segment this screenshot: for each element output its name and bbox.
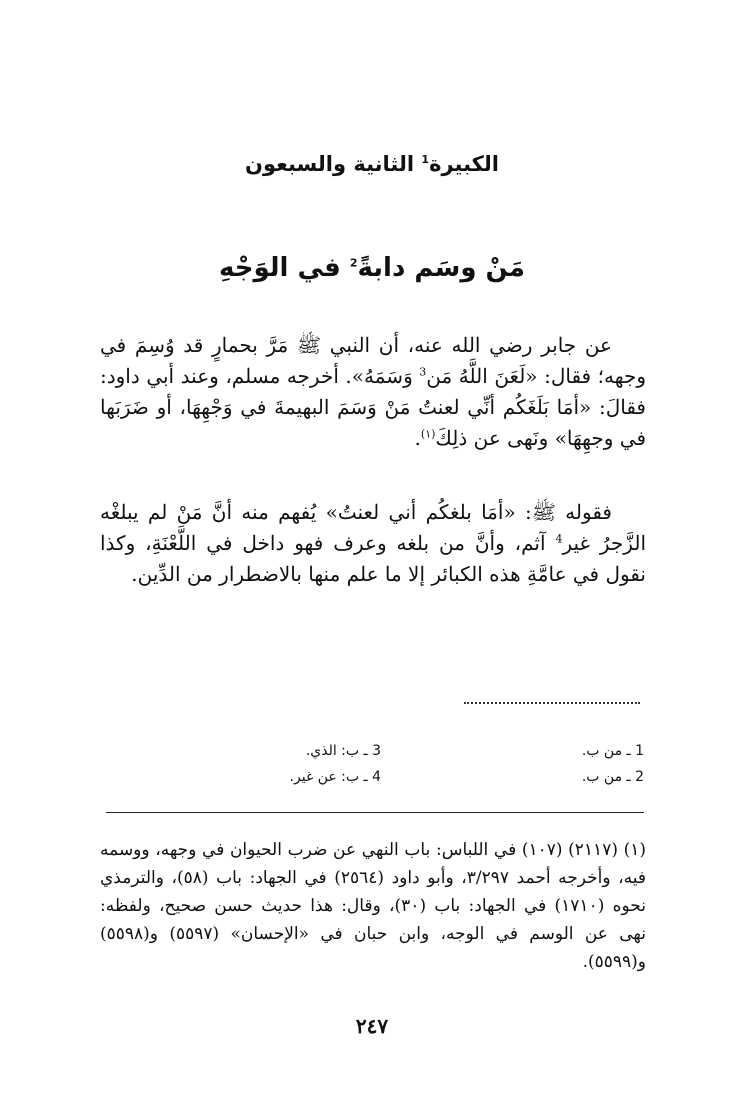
section-title xyxy=(0,248,744,288)
footnote-separator xyxy=(106,812,644,813)
paragraph-commentary-text-1: فقوله ﷺ: «أمَا بلغكُم أني لعنتُ» يُفهم منه أنَّ مَنْ لم يبلغْه الزَّجرُ غير xyxy=(100,500,646,555)
variant-note-3: 3 ـ ب: الذي. xyxy=(305,743,381,759)
variant-note-1: 1 ـ من ب. xyxy=(581,743,644,759)
section-title-part1: مَنْ وسَم دابةً xyxy=(357,253,526,283)
paragraph-hadith-text-2: وَسَمَهُ». أخرجه مسلم، وعند أبي داود: فقالَ: «أمَا بَلَغَكُم أنِّي لعنتُ مَنْ وَسَمَ البهيمةَ في وَجْهِهَا، أو ضَرَبَها في وجهِهَا» ونَهى عن ذلِكَ xyxy=(100,364,646,450)
variant-note-4: 4 ـ ب: عن غير. xyxy=(289,769,381,785)
page-number: ٢٤٧ xyxy=(355,1014,389,1038)
footnote-text: (١) (٢١١٧) (١٠٧) في اللباس: باب النهي عن ضرب الحيوان في وجهه، ووسمه فيه، وأخرجه أحمد ٣/٢٩٧، وأبو داود (٢٥٦٤) في الجهاد: باب (٥٨)، والترمذي نحوه (١٧١٠) في الجهاد: باب (٣٠)، وقال: هذا حديث حسن صحيح، ولفظه: نهى عن الوسم في الوجه، وابن حبان في «الإحسان» (٥٥٩٧) و(٥٥٩٨) و(٥٥٩٩). xyxy=(100,840,647,972)
section-title-part2: في الوَجْهِ xyxy=(218,253,350,283)
variant-note-2: 2 ـ من ب. xyxy=(581,769,644,785)
variant-ref-3: 3 xyxy=(419,365,427,379)
variant-ref-1: 1 xyxy=(421,153,430,166)
paragraph-hadith-end: . xyxy=(414,426,421,450)
paragraph-commentary xyxy=(100,497,646,590)
chapter-title-rest: الثانية والسبعون xyxy=(245,152,422,176)
paragraph-hadith-text-1: عن جابر رضي الله عنه، أن النبي ﷺ مَرَّ بحمارٍ قد وُسِمَ في وجهه؛ فقال: «لَعَنَ اللَّهُ مَن xyxy=(100,333,646,388)
chapter-title-text: الكبيرة xyxy=(429,152,499,176)
variant-ref-4: 4 xyxy=(555,532,563,546)
dotted-separator xyxy=(464,702,640,704)
paragraph-hadith xyxy=(100,330,646,454)
variant-ref-2: 2 xyxy=(349,256,358,270)
paragraph-commentary-text-2: آثم، وأنَّ من بلغه وعرف فهو داخل في اللَّعْنَةِ، وكذا نقول في عامَّةِ هذه الكبائر إلا ما علم منها بالاضطرار من الدِّين. xyxy=(100,531,646,586)
footnote-marker: (١) xyxy=(420,427,436,441)
chapter-title xyxy=(0,148,744,180)
